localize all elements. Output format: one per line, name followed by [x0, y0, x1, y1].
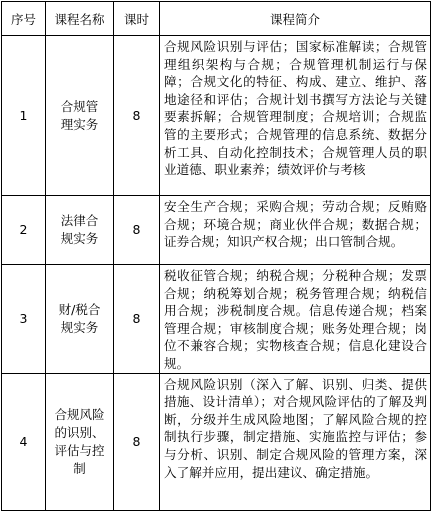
header-description: 课程简介 [160, 2, 431, 36]
header-course-name: 课程名称 [46, 2, 114, 36]
cell-no: 4 [2, 373, 46, 510]
cell-course-name [46, 265, 114, 374]
cell-course-name [46, 36, 114, 196]
cell-no: 2 [2, 196, 46, 265]
cell-description: 安全生产合规；采购合规；劳动合规；反贿赂合规；环境合规；商业伙伴合规；数据合规；证券合规；知识产权合规；出口管制合规。 [160, 196, 431, 265]
table-row [2, 36, 431, 196]
cell-description: 合规风险识别（深入了解、识别、归类、提供措施、设计清单）；对合规风险评估的了解及判断，分级并生成风险地图；了解风险合规的控制执行步骤，制定措施、实施监控与评估；参与分析、识别、制定合规风险的管理方案，深入了解并应用，提出建议、确定措施。 [160, 373, 431, 510]
cell-no: 3 [2, 265, 46, 374]
course-name-text: 合规风险的识别、评估与控制 [54, 406, 105, 476]
table-row [2, 373, 431, 510]
cell-hours: 8 [114, 196, 160, 265]
cell-hours: 8 [114, 36, 160, 196]
course-table [1, 1, 431, 511]
cell-course-name [46, 373, 114, 510]
header-row [2, 2, 431, 36]
header-hours: 课时 [114, 2, 160, 36]
cell-course-name [46, 196, 114, 265]
course-name-text: 财/税合规实务 [58, 301, 101, 335]
cell-hours: 8 [114, 265, 160, 374]
cell-description: 合规风险识别与评估；国家标准解读；合规管理组织架构与合规；合规管理机制运行与保障；合规文化的特征、构成、建立、维护、落地途径和评估；合规计划书撰写方法论与关键要素拆解；合规管理制度；合规培训；合规监管的主要形式；合规管理的信息系统、数据分析工具、自动化控制技术；合规管理人员的职业道德、职业素养；绩效评价与考核 [160, 36, 431, 196]
table-row [2, 196, 431, 265]
header-no: 序号 [2, 2, 46, 36]
course-name-text: 法律合规实务 [60, 213, 99, 246]
table-row [2, 265, 431, 374]
cell-hours: 8 [114, 373, 160, 510]
course-name-text: 合规管理实务 [60, 98, 99, 132]
cell-no: 1 [2, 36, 46, 196]
cell-description: 税收征管合规；纳税合规；分税种合规；发票合规；纳税筹划合规；税务管理合规；纳税信用合规；涉税制度合规。信息传递合规；档案管理合规；审核制度合规；账务处理合规；岗位不兼容合规；实物核查合规；信息化建设合规。 [160, 265, 431, 374]
